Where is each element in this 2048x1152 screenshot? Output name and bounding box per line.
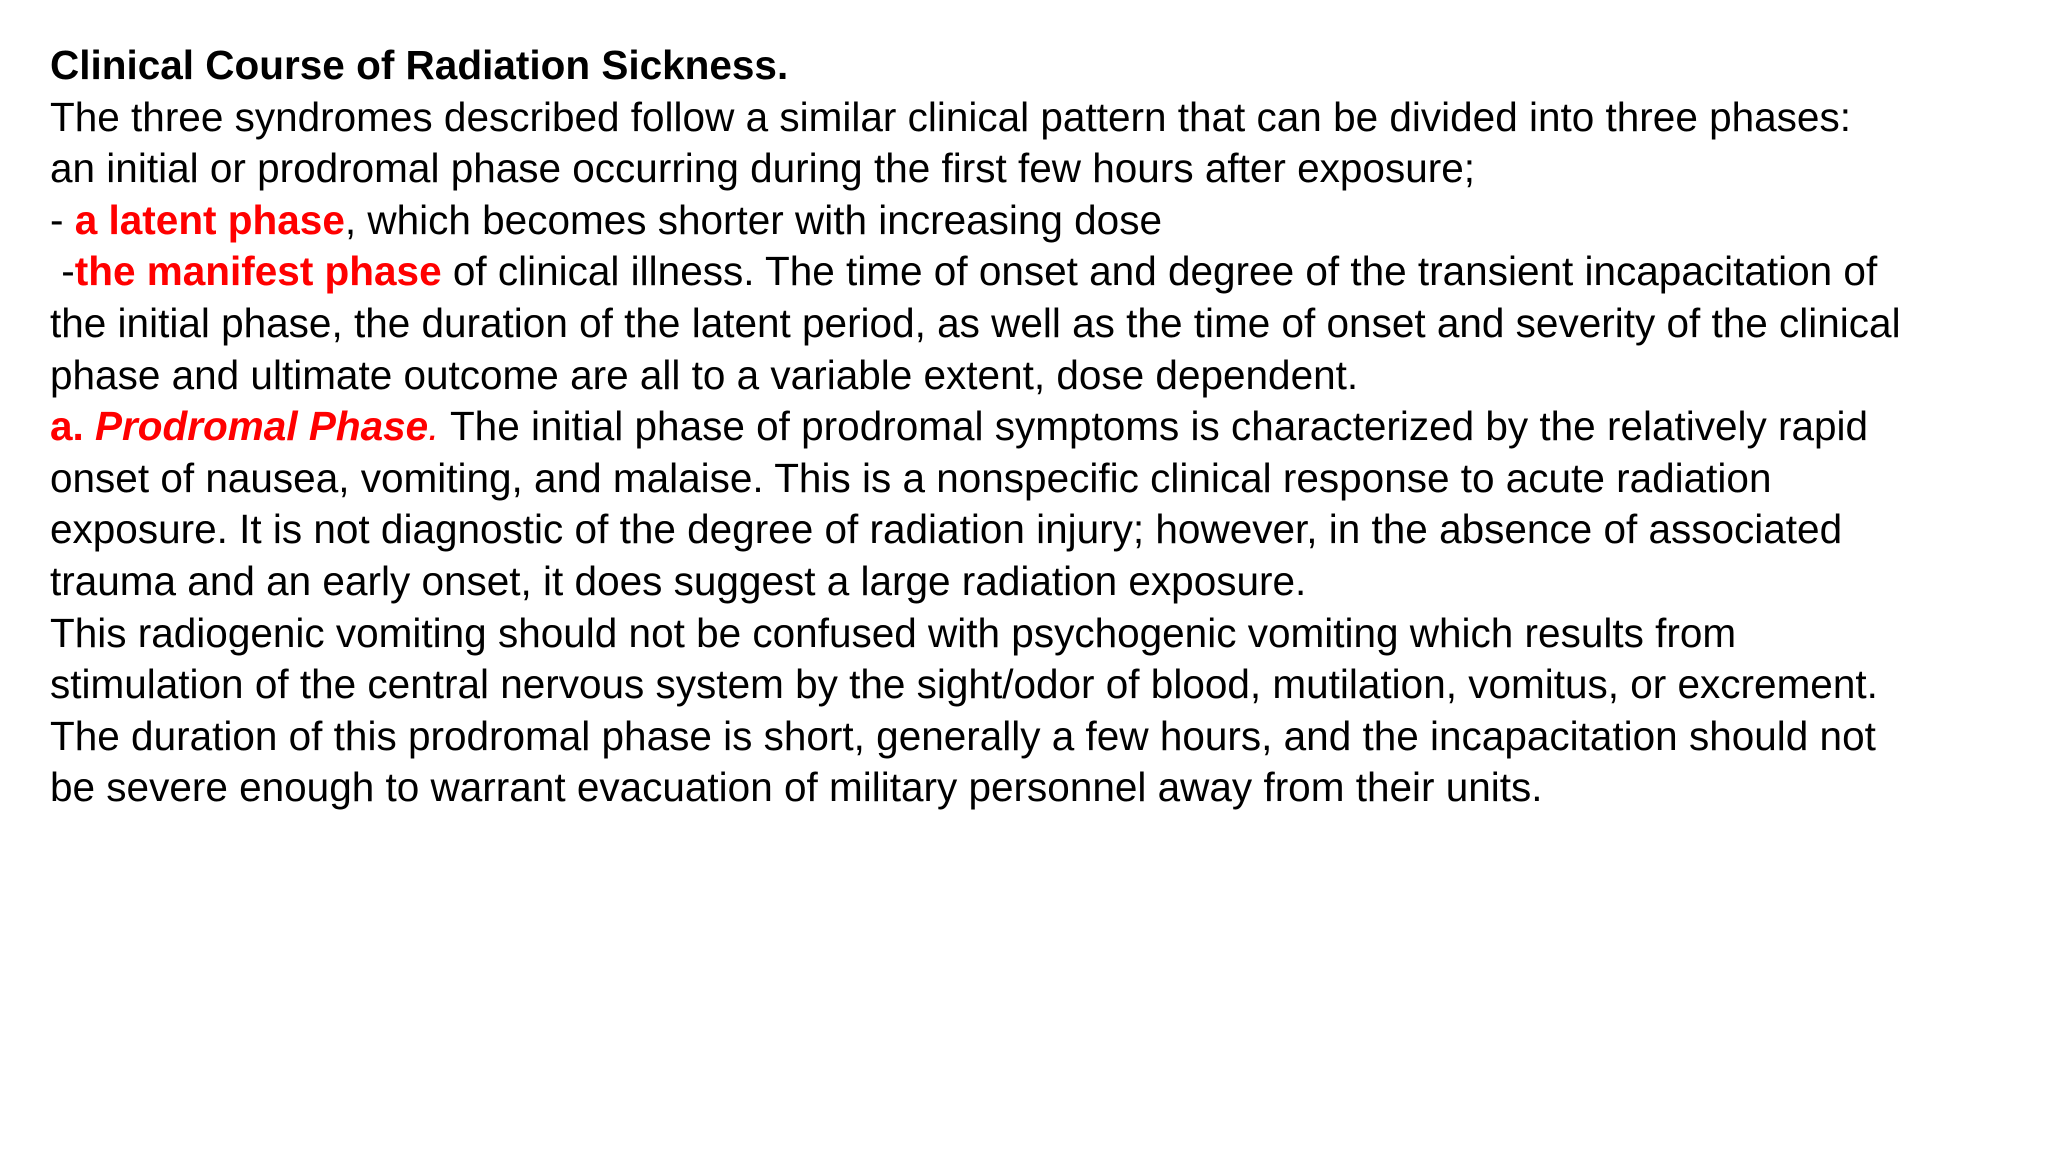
prodromal-heading: Prodromal Phase <box>95 403 429 450</box>
prodromal-line-4: trauma and an early onset, it does suggest a large radiation exposure. <box>50 557 1307 604</box>
manifest-phase-line <box>50 246 2030 298</box>
closing-line-3: The duration of this prodromal phase is short, generally a few hours, and the incapacitation should not <box>50 712 1876 759</box>
latent-rest: , which becomes shorter with increasing dose <box>344 196 1162 243</box>
latent-phase-highlight: a latent phase <box>74 196 345 243</box>
prodromal-line-2: onset of nausea, vomiting, and malaise. This is a nonspecific clinical response to acute radiation <box>50 454 1772 501</box>
manifest-line-2: the initial phase, the duration of the latent period, as well as the time of onset and severity of the clinical <box>50 299 1901 346</box>
closing-line-4: be severe enough to warrant evacuation of military personnel away from their units. <box>50 764 1543 811</box>
latent-prefix: - <box>50 196 75 243</box>
manifest-rest: of clinical illness. The time of onset and degree of the transient incapacitation of <box>441 248 1878 295</box>
prodromal-period: . <box>428 403 440 450</box>
manifest-phase-highlight: the manifest phase <box>74 248 442 295</box>
prodromal-line-3: exposure. It is not diagnostic of the degree of radiation injury; however, in the absence of associated <box>50 506 1843 553</box>
prodromal-rest: The initial phase of prodromal symptoms is characterized by the relatively rapid <box>439 403 1869 450</box>
manifest-line-3: phase and ultimate outcome are all to a variable extent, dose dependent. <box>50 351 1359 398</box>
latent-phase-line <box>50 195 2030 247</box>
intro-line-2: an initial or prodromal phase occurring during the first few hours after exposure; <box>50 145 1475 192</box>
closing-line-2: stimulation of the central nervous system by the sight/odor of blood, mutilation, vomitus, or excrement. <box>50 661 1878 708</box>
slide-title: Clinical Course of Radiation Sickness. <box>50 42 789 88</box>
slide-content <box>50 40 2030 814</box>
intro-line-1: The three syndromes described follow a similar clinical pattern that can be divided into three phases: <box>50 93 1851 140</box>
prodromal-label: a. <box>50 403 96 450</box>
prodromal-phase-line <box>50 401 2030 453</box>
closing-line-1: This radiogenic vomiting should not be confused with psychogenic vomiting which results from <box>50 609 1737 656</box>
manifest-prefix: - <box>50 248 75 295</box>
